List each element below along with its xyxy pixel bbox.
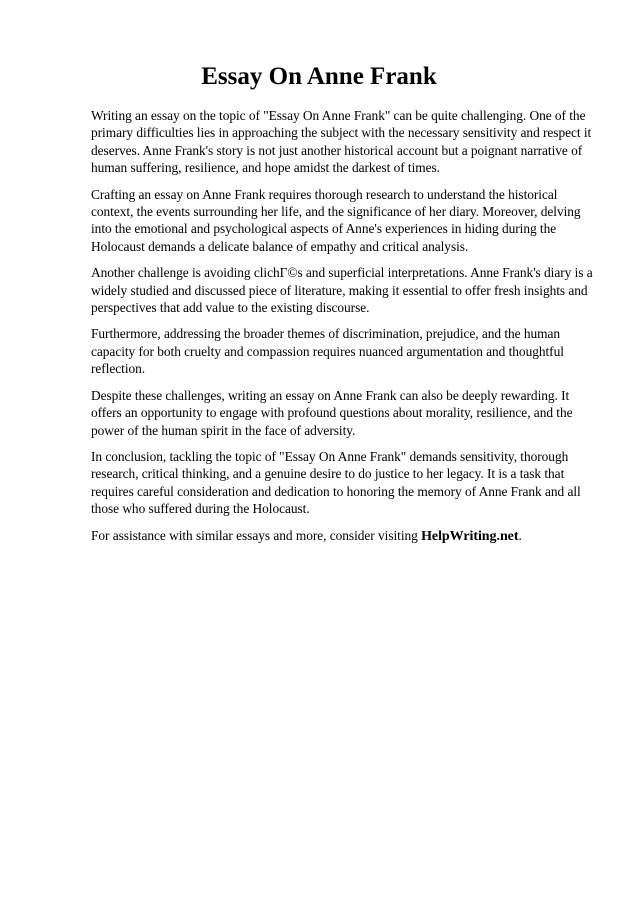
paragraph-2: Crafting an essay on Anne Frank requires thorough research to understand the historical context, the events surrounding her life, and the significance of her diary. Moreover, delving into the emotional and psychological aspects of Anne's experiences in hiding during the Holocaust demands a delicate balance of empathy and critical analysis. [91,186,581,254]
paragraph-1: Writing an essay on the topic of "Essay On Anne Frank" can be quite challenging. One of the primary difficulties lies in approaching the subject with the necessary sensitivity and respect it deserves. Anne Frank's story is not just another historical account but a poignant narrative of human suffering, resilience, and hope amidst the darkest of times. [91,108,592,176]
closing-text: For assistance with similar essays and more, consider visiting [91,527,422,543]
paragraph-6: In conclusion, tackling the topic of "Essay On Anne Frank" demands sensitivity, thorough research, critical thinking, and a genuine desire to do justice to her legacy. It is a task that requires careful consideration and dedication to honoring the memory of Anne Frank and all those who suffered during the Holocaust. [91,448,581,517]
paragraph-3: Another challenge is avoiding clichГ©s and superficial interpretations. Anne Frank's diary is a widely studied and discussed piece of literature, making it essential to offer fresh insights and perspectives that add value to the existing discourse. [91,265,593,316]
closing-paragraph [91,527,597,545]
page-title: Essay On Anne Frank [201,63,437,90]
paragraph-4: Furthermore, addressing the broader themes of discrimination, prejudice, and the human capacity for both cruelty and compassion requires nuanced argumentation and thoughtful reflection. [91,326,564,377]
closing-period: . [518,527,522,543]
essay-body [91,107,597,554]
helpwriting-link[interactable]: HelpWriting.net [421,528,519,544]
paragraph-5: Despite these challenges, writing an essay on Anne Frank can also be deeply rewarding. It offers an opportunity to engage with profound questions about morality, resilience, and the power of the human spirit in the face of adversity. [91,387,573,438]
